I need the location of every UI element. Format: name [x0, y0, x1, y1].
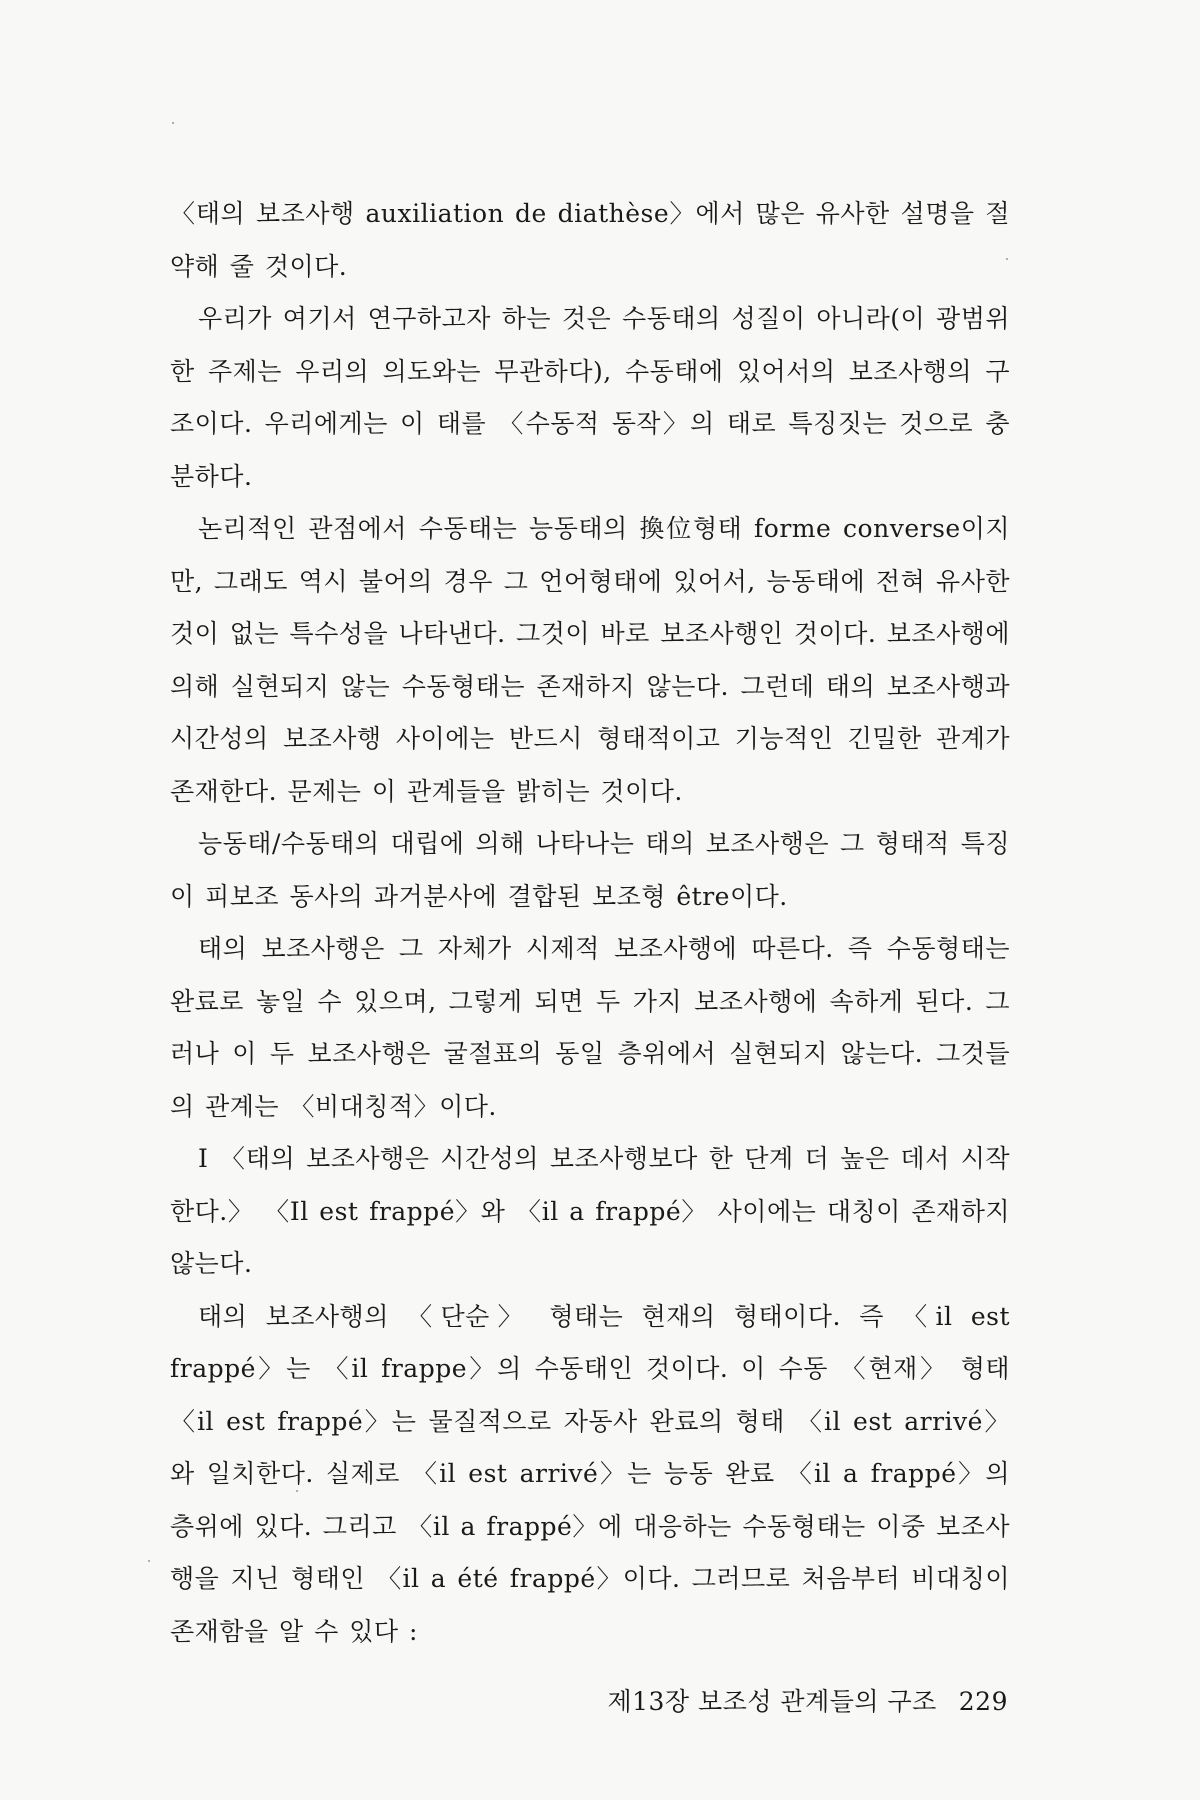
page-number: 229 [958, 1687, 1008, 1716]
paragraph-4: 능동태/수동태의 대립에 의해 나타나는 태의 보조사행은 그 형태적 특징이 피보조 동사의 과거분사에 결합된 보조형 être이다. [170, 829, 1010, 911]
paragraph-1: 〈태의 보조사행 auxiliation de diathèse〉에서 많은 유사한 설명을 절약해 줄 것이다. [170, 199, 1010, 281]
paragraph-2: 우리가 여기서 연구하고자 하는 것은 수동태의 성질이 아니라(이 광범위한 주제는 우리의 의도와는 무관하다), 수동태에 있어서의 보조사행의 구조이다. 우리에게는 이 태를 〈수동적 동작〉의 태로 특징짓는 것으로 충분하다. [170, 304, 1010, 491]
running-footer [568, 1682, 1008, 1718]
paragraph-3: 논리적인 관점에서 수동태는 능동태의 換位형태 forme converse이지만, 그래도 역시 불어의 경우 그 언어형태에 있어서, 능동태에 전혀 유사한 것이 없는 특수성을 나타낸다. 그것이 바로 보조사행인 것이다. 보조사행에 의해 실현되지 않는 수동형태는 존재하지 않는다. 그런데 태의 보조사행과 시간성의 보조사행 사이에는 반드시 형태적이고 기능적인 긴밀한 관계가 존재한다. 문제는 이 관계들을 밝히는 것이다. [170, 514, 1010, 806]
body-text [170, 188, 1010, 1658]
paper-speck [296, 1490, 298, 1492]
paper-speck [1006, 258, 1008, 260]
paragraph-7: 태의 보조사행의 〈단순〉 형태는 현재의 형태이다. 즉 〈il est frappé〉는 〈il frappe〉의 수동태인 것이다. 이 수동 〈현재〉 형태 〈il est frappé〉는 물질적으로 자동사 완료의 형태 〈il est arrivé〉와 일치한다. 실제로 〈il est arrivé〉는 능동 완료 〈il a frappé〉의 층위에 있다. 그리고 〈il a frappé〉에 대응하는 수동형태는 이중 보조사행을 지닌 형태인 〈il a été frappé〉이다. 그러므로 처음부터 비대칭이 존재함을 알 수 있다 : [170, 1301, 1010, 1646]
paragraph-5: 태의 보조사행은 그 자체가 시제적 보조사행에 따른다. 즉 수동형태는 완료로 놓일 수 있으며, 그렇게 되면 두 가지 보조사행에 속하게 된다. 그러나 이 두 보조사행은 굴절표의 동일 층위에서 실현되지 않는다. 그것들의 관계는 〈비대칭적〉이다. [170, 934, 1010, 1121]
chapter-title: 제13장 보조성 관계들의 구조 [607, 1687, 937, 1716]
paper-speck [148, 1560, 150, 1562]
paragraph-6: Ⅰ 〈태의 보조사행은 시간성의 보조사행보다 한 단계 더 높은 데서 시작한다.〉 〈Il est frappé〉와 〈il a frappé〉 사이에는 대칭이 존재하지 않는다. [170, 1144, 1010, 1278]
paper-speck [172, 122, 174, 124]
